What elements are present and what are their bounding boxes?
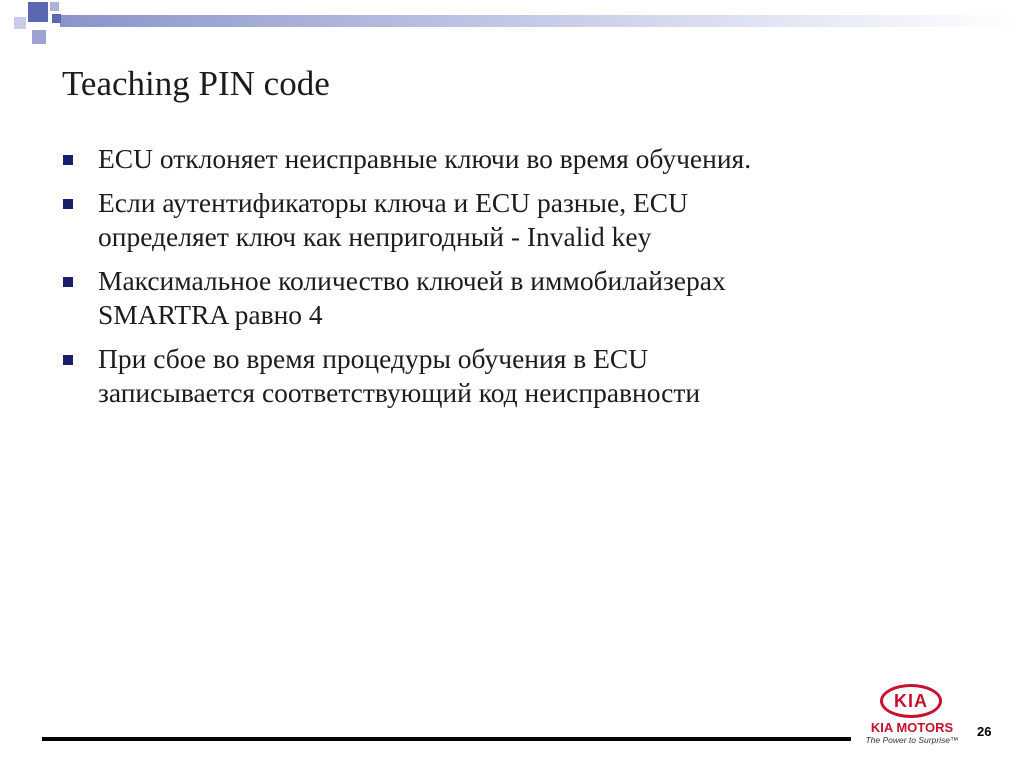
bullet-line: Максимальное количество ключей в иммобилайзерах [98,265,726,296]
decor-square [50,2,59,11]
top-gradient-bar [60,15,1018,27]
bullet-item [62,264,962,332]
slide-title: Teaching PIN code [62,64,330,103]
bullet-line: Если аутентификаторы ключа и ECU разные, ECU [98,187,688,218]
kia-motors-logo [856,684,968,748]
bullet-line: SMARTRA равно 4 [98,299,323,330]
decor-square [52,14,61,23]
bullet-line: записывается соответствующий код неисправности [98,377,701,408]
bullet-square-icon [63,155,73,165]
bullet-item [62,186,962,254]
kia-tagline: The Power to Surprise™ [865,735,959,745]
bullet-line: При сбое во время процедуры обучения в ECU [98,343,649,374]
bullet-item [62,142,962,176]
bullet-line: определяет ключ как непригодный - Invalid key [98,221,652,252]
bullet-line: ECU отклоняет неисправные ключи во время обучения. [98,143,752,174]
bullet-square-icon [63,355,73,365]
kia-emblem-text: KIA [894,690,928,711]
kia-oval-emblem [880,684,942,718]
decor-square [28,2,48,22]
page-number: 26 [977,724,992,739]
bullet-square-icon [63,277,73,287]
bullet-square-icon [63,199,73,209]
footer-divider [42,737,851,741]
kia-brand-name: KIA MOTORS [870,720,954,735]
decor-square [14,17,26,29]
decor-square [32,30,46,44]
bullet-item [62,342,962,410]
bullet-list [62,142,962,420]
